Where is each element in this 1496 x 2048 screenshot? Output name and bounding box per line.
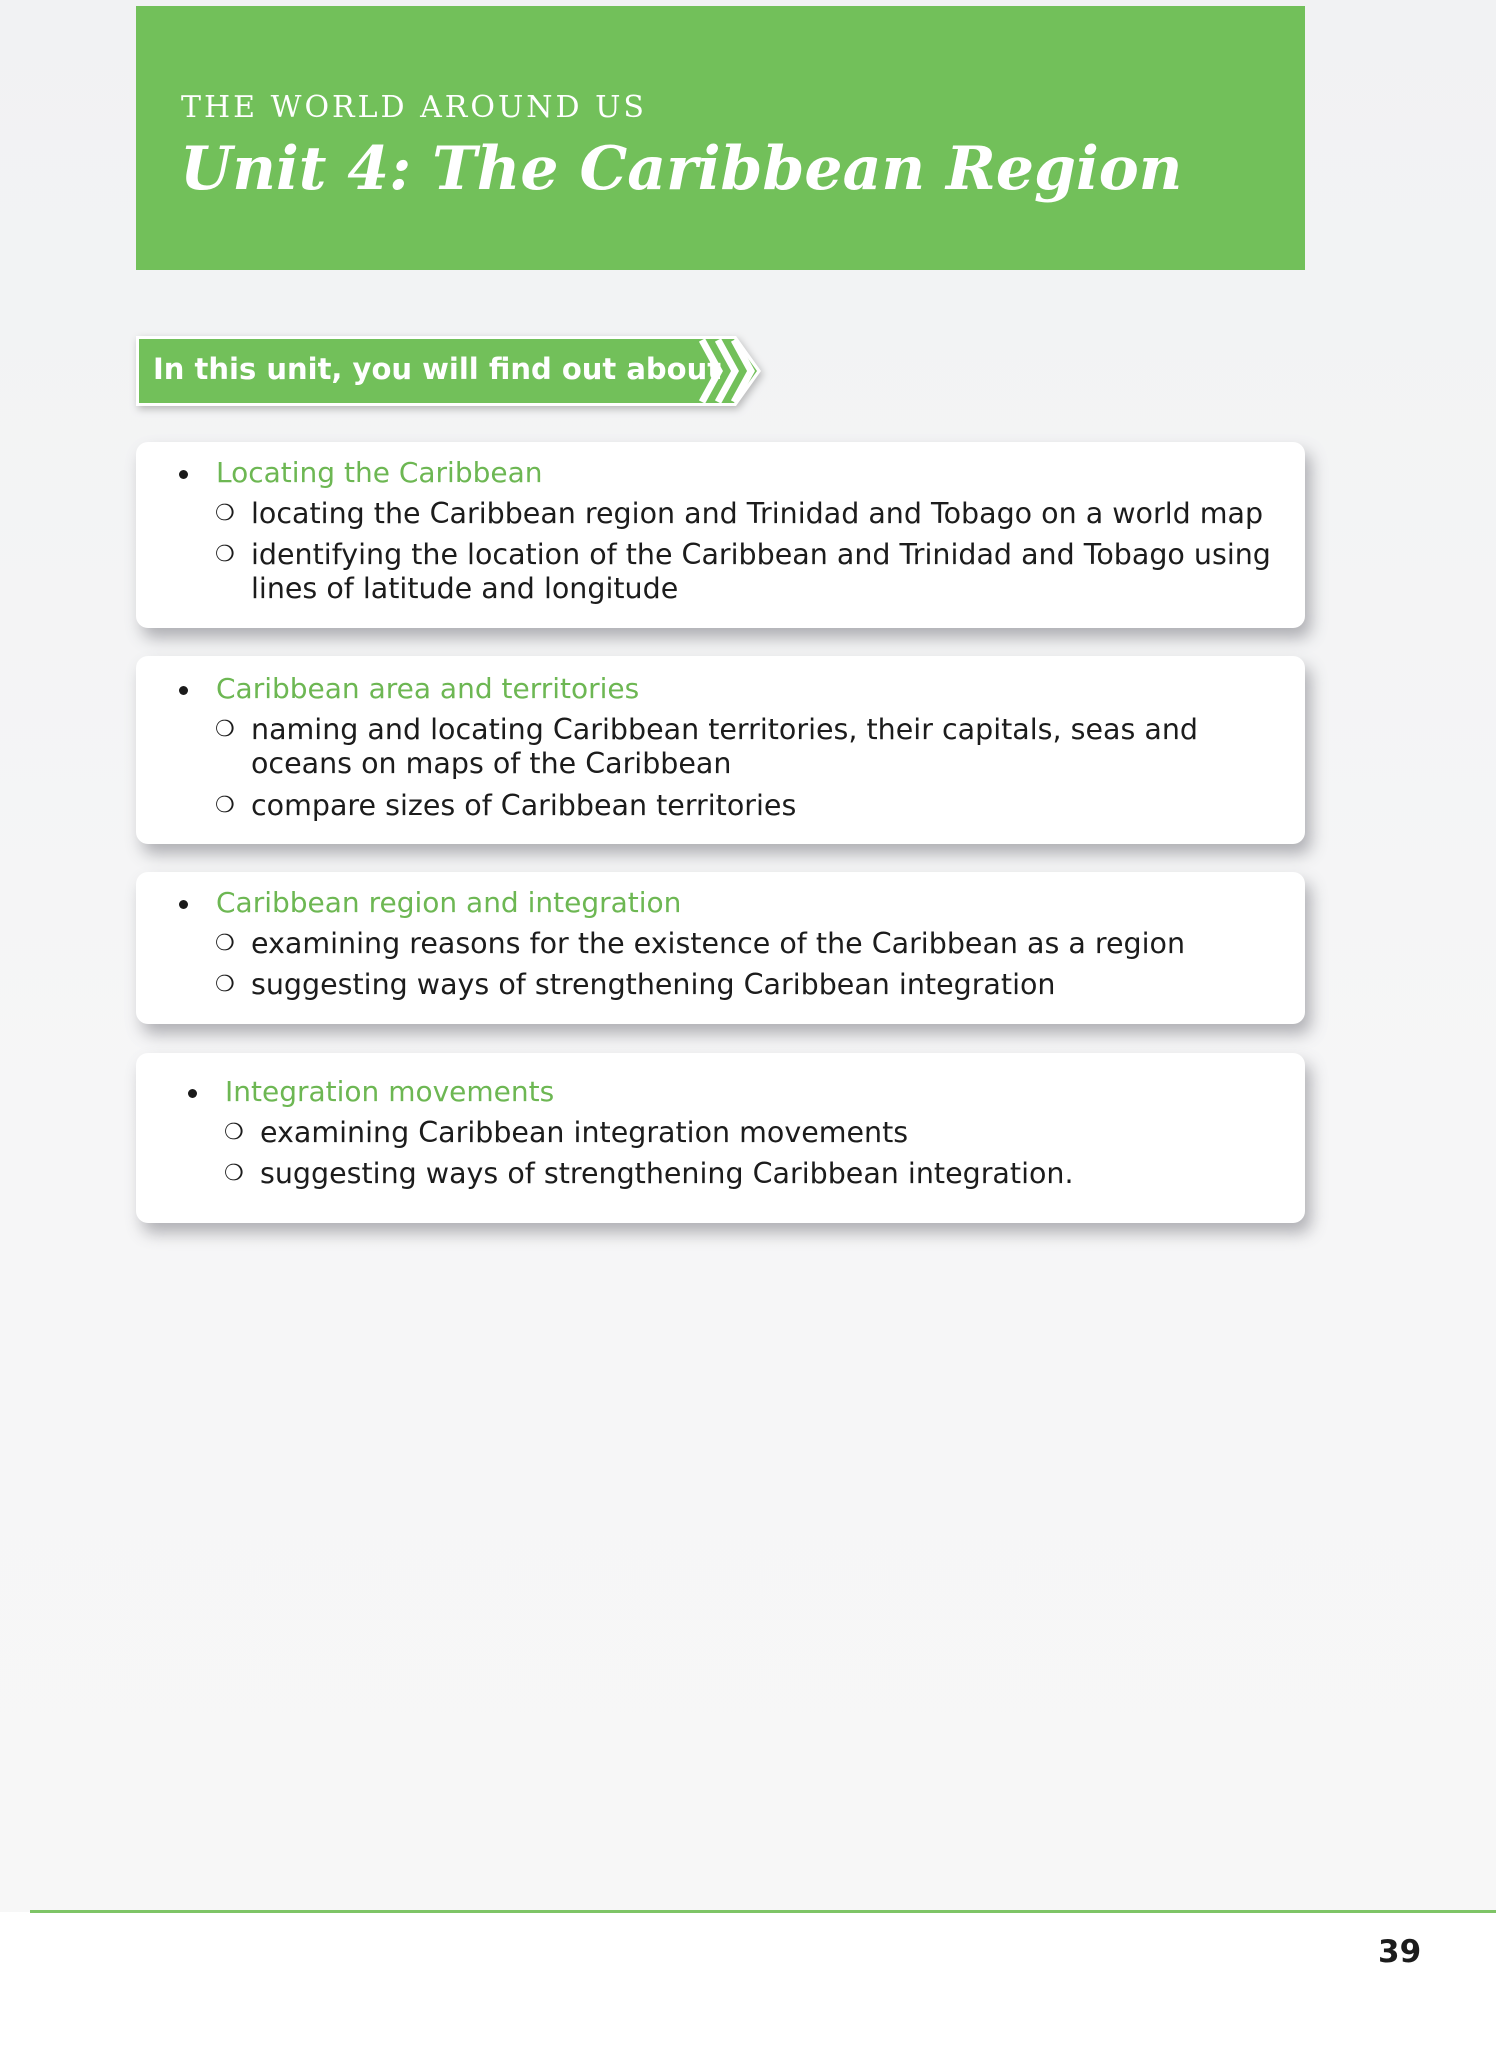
circle-bullet-icon: ❍ (215, 501, 235, 526)
topic-heading: Caribbean area and territories (216, 672, 640, 705)
list-item (224, 1157, 1280, 1191)
topic-card-locating (136, 442, 1305, 628)
intro-arrow-label (136, 336, 761, 406)
list-item-text: identifying the location of the Caribbean and Trinidad and Tobago using lines of latitude and longitude (251, 538, 1271, 605)
list-item-text: examining Caribbean integration movements (260, 1116, 909, 1149)
circle-bullet-icon: ❍ (215, 972, 235, 997)
topic-heading: Integration movements (225, 1075, 555, 1108)
intro-label: In this unit, you will find out about (153, 352, 722, 386)
circle-bullet-icon: ❍ (215, 717, 235, 742)
unit-banner (136, 6, 1305, 270)
list-item (224, 1116, 1280, 1150)
list-item-text: suggesting ways of strengthening Caribbean integration (251, 968, 1056, 1001)
topic-heading: Locating the Caribbean (216, 456, 543, 489)
topic-heading: Caribbean region and integration (216, 886, 682, 919)
list-item (215, 713, 1291, 781)
list-item-text: compare sizes of Caribbean territories (251, 789, 797, 822)
list-item (215, 927, 1281, 961)
footer-divider (30, 1910, 1496, 1913)
circle-bullet-icon: ❍ (215, 542, 235, 567)
topic-card-movements (136, 1053, 1305, 1223)
page-number: 39 (1378, 1934, 1422, 1970)
topic-card-territories (136, 656, 1305, 844)
list-item (215, 497, 1281, 531)
circle-bullet-icon: ❍ (215, 793, 235, 818)
list-item (215, 789, 1281, 823)
list-item-text: naming and locating Caribbean territories, their capitals, seas and oceans on maps of the Caribbean (251, 713, 1199, 780)
list-item-text: suggesting ways of strengthening Caribbean integration. (260, 1157, 1074, 1190)
circle-bullet-icon: ❍ (224, 1161, 244, 1186)
circle-bullet-icon: ❍ (224, 1120, 244, 1145)
series-title: THE WORLD AROUND US (181, 90, 647, 125)
unit-title: Unit 4: The Caribbean Region (180, 134, 1183, 204)
list-item-text: examining reasons for the existence of the Caribbean as a region (251, 927, 1186, 960)
circle-bullet-icon: ❍ (215, 931, 235, 956)
list-item-text: locating the Caribbean region and Trinidad and Tobago on a world map (251, 497, 1264, 530)
topic-card-integration (136, 872, 1305, 1024)
list-item (215, 538, 1271, 606)
list-item (215, 968, 1281, 1002)
